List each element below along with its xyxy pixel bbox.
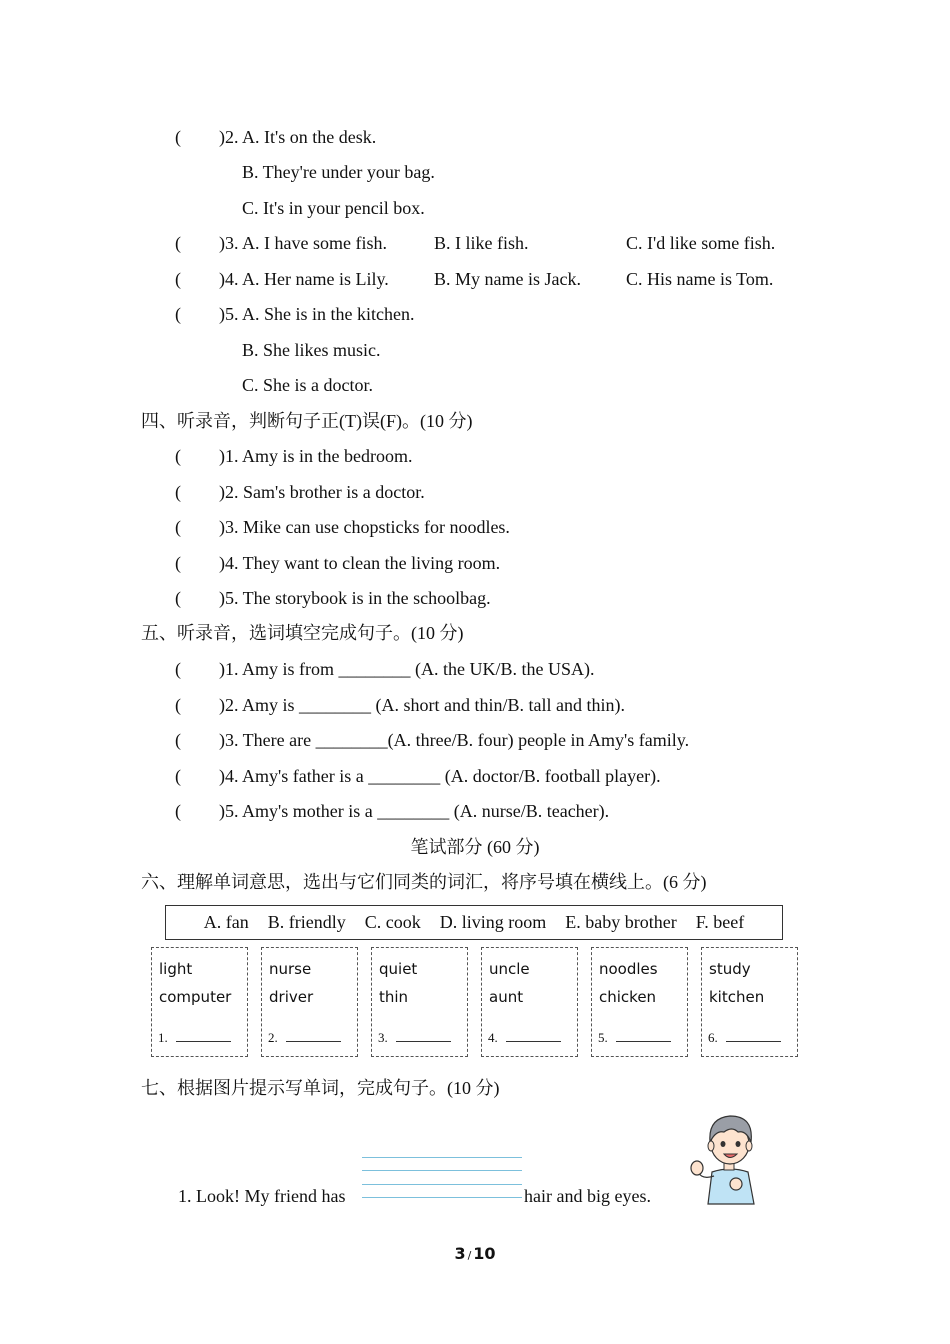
s4-item: ( )5. The storybook is in the schoolbag. <box>175 588 491 608</box>
s3-q2: ( )2. A. It's on the desk. <box>175 127 377 147</box>
answer-blank[interactable]: 6. <box>708 1030 781 1046</box>
written-part-title: 笔试部分 (60 分) <box>410 837 540 857</box>
s3-q2-c: C. It's in your pencil box. <box>242 198 425 218</box>
word-card <box>591 947 688 1057</box>
s3-q2-b: B. They're under your bag. <box>242 162 435 182</box>
s4-item: ( )2. Sam's brother is a doctor. <box>175 482 425 502</box>
s3-q3-c: C. I'd like some fish. <box>626 233 776 253</box>
card-word: noodles <box>599 960 658 978</box>
s7-q1-suffix: hair and big eyes. <box>524 1186 651 1206</box>
boy-illustration <box>688 1106 772 1206</box>
card-word: driver <box>269 988 314 1006</box>
word-option: A. fan <box>203 912 249 932</box>
word-cards <box>151 947 801 1057</box>
s3-q4: ( )4. A. Her name is Lily. <box>175 269 389 289</box>
answer-blank[interactable]: 1. <box>158 1030 231 1046</box>
s3-q5-c: C. She is a doctor. <box>242 375 373 395</box>
word-option: F. beef <box>695 912 745 932</box>
s3-q3: ( )3. A. I have some fish. <box>175 233 387 253</box>
s3-q5-b: B. She likes music. <box>242 340 381 360</box>
s4-item: ( )3. Mike can use chopsticks for noodles. <box>175 517 510 537</box>
word-card <box>481 947 578 1057</box>
s5-item: ( )5. Amy's mother is a ________ (A. nurse/B. teacher). <box>175 801 610 821</box>
word-bank <box>165 905 783 940</box>
answer-blank[interactable]: 5. <box>598 1030 671 1046</box>
word-option: B. friendly <box>267 912 346 932</box>
card-word: light <box>159 960 193 978</box>
page-number: 3 / 10 <box>454 1244 496 1263</box>
answer-blank[interactable]: 2. <box>268 1030 341 1046</box>
card-word: computer <box>159 988 232 1006</box>
word-card <box>701 947 798 1057</box>
section6-heading: 六、理解单词意思，选出与它们同类的词汇，将序号填在横线上。(6 分) <box>141 872 707 892</box>
s3-q5: ( )5. A. She is in the kitchen. <box>175 304 415 324</box>
word-option: C. cook <box>364 912 421 932</box>
card-word: uncle <box>489 960 530 978</box>
section5-heading: 五、听录音，选词填空完成句子。(10 分) <box>141 623 464 643</box>
s5-item: ( )1. Amy is from ________ (A. the UK/B. the USA). <box>175 659 595 679</box>
word-card <box>371 947 468 1057</box>
section4-heading: 四、听录音，判断句子正(T)误(F)。(10 分) <box>141 411 473 431</box>
answer-blank[interactable]: 3. <box>378 1030 451 1046</box>
card-word: aunt <box>489 988 524 1006</box>
card-word: quiet <box>379 960 418 978</box>
s3-q4-c: C. His name is Tom. <box>626 269 774 289</box>
s4-item: ( )4. They want to clean the living room. <box>175 553 501 573</box>
s5-item: ( )2. Amy is ________ (A. short and thin/B. tall and thin). <box>175 695 625 715</box>
handwriting-lines[interactable] <box>362 1157 522 1199</box>
section7-heading: 七、根据图片提示写单词，完成句子。(10 分) <box>141 1078 500 1098</box>
word-card <box>151 947 248 1057</box>
card-word: thin <box>379 988 409 1006</box>
card-word: study <box>709 960 751 978</box>
word-card <box>261 947 358 1057</box>
card-word: kitchen <box>709 988 765 1006</box>
card-word: nurse <box>269 960 312 978</box>
answer-blank[interactable]: 4. <box>488 1030 561 1046</box>
card-word: chicken <box>599 988 657 1006</box>
s4-item: ( )1. Amy is in the bedroom. <box>175 446 413 466</box>
s3-q4-b: B. My name is Jack. <box>434 269 581 289</box>
s3-q3-b: B. I like fish. <box>434 233 529 253</box>
s5-item: ( )3. There are ________(A. three/B. four) people in Amy's family. <box>175 730 690 750</box>
word-option: D. living room <box>439 912 547 932</box>
word-option: E. baby brother <box>565 912 677 932</box>
s5-item: ( )4. Amy's father is a ________ (A. doctor/B. football player). <box>175 766 661 786</box>
s7-q1-prefix: 1. Look! My friend has <box>178 1186 346 1206</box>
